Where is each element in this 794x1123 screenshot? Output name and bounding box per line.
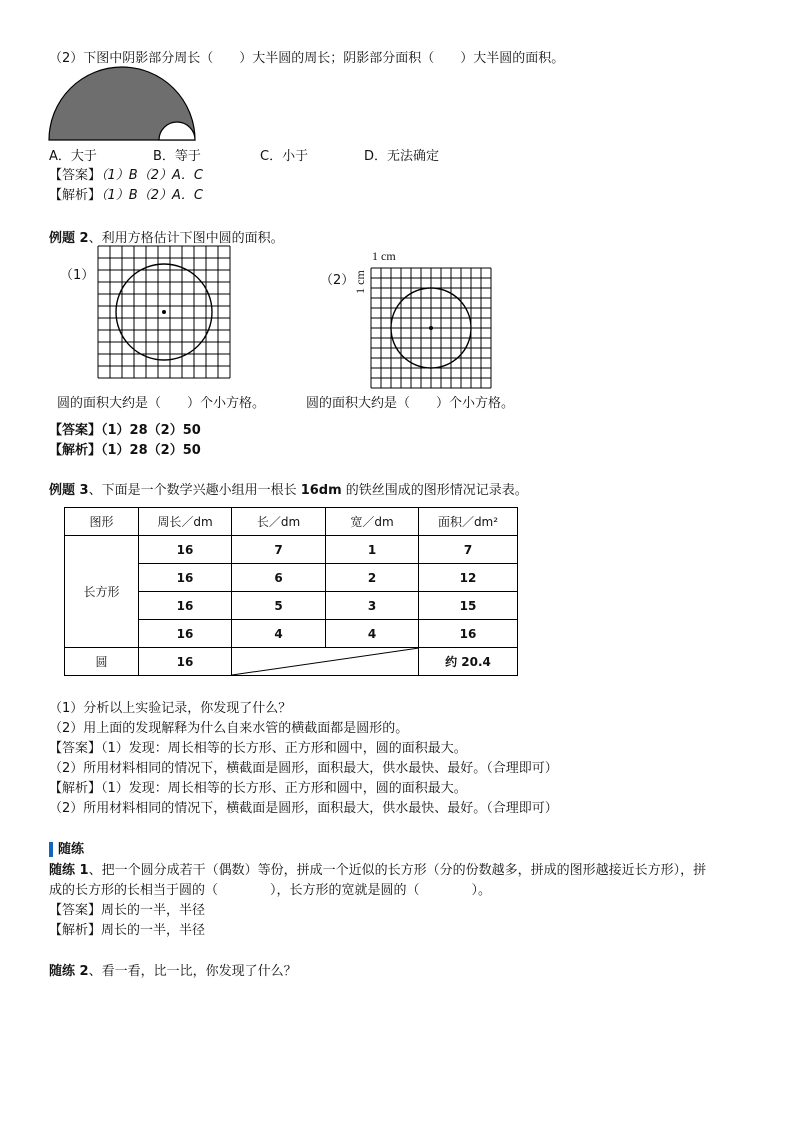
practice-heading: 随练 bbox=[58, 842, 85, 857]
practice2-line bbox=[49, 962, 297, 982]
circle-center-dot bbox=[429, 326, 433, 330]
grid-figure-1 bbox=[98, 246, 230, 378]
ex3-analysis-1 bbox=[49, 779, 467, 799]
circle-label-cell: 圆 bbox=[65, 648, 139, 676]
table-cell: 16 bbox=[419, 620, 518, 648]
practice1-line2: 成的长方形的长相当于圆的（ ），长方形的宽就是圆的（ ）。 bbox=[49, 883, 492, 898]
analysis-text: 周长的一半，半径 bbox=[101, 923, 206, 938]
q2-answer bbox=[49, 166, 203, 186]
analysis-text: （1）发现：周长相等的长方形、正方形和圆中，圆的面积最大。 bbox=[101, 781, 467, 796]
table-cell: 16 bbox=[139, 536, 232, 564]
table-cell: 1 bbox=[326, 536, 419, 564]
option-d: D．无法确定 bbox=[364, 149, 440, 164]
ex3-answer-1 bbox=[49, 739, 467, 759]
option-c: C．小于 bbox=[260, 149, 309, 164]
ex3-title-bold: 例题 3 bbox=[49, 483, 89, 498]
ex2-title-rest: 、利用方格估计下图中圆的面积。 bbox=[88, 231, 284, 246]
analysis-label: 【解析】 bbox=[49, 781, 102, 796]
section-marker bbox=[49, 842, 53, 857]
option-a: A．大于 bbox=[49, 149, 97, 164]
semicircle-figure bbox=[48, 64, 198, 144]
ex3-title-rest-b: 的铁丝围成的图形情况记录表。 bbox=[341, 483, 528, 498]
table-header: 面积／dm² bbox=[419, 508, 518, 536]
analysis-label: 【解析】 bbox=[49, 923, 102, 938]
practice1-answer bbox=[49, 901, 205, 921]
practice1-bold: 随练 1 bbox=[49, 863, 89, 878]
practice1-analysis bbox=[49, 921, 205, 941]
ex2-title-bold: 例题 2 bbox=[49, 231, 89, 246]
unit-label-horizontal: 1 cm bbox=[372, 249, 396, 263]
table-cell: 15 bbox=[419, 592, 518, 620]
circle-center-dot bbox=[162, 310, 166, 314]
table-header: 宽／dm bbox=[326, 508, 419, 536]
table-cell: 约 20.4 bbox=[419, 648, 518, 676]
practice1-line1 bbox=[49, 861, 706, 881]
table-header: 长／dm bbox=[232, 508, 326, 536]
unit-label-vertical: 1 cm bbox=[352, 270, 367, 294]
ex3-analysis-2: （2）所用材料相同的情况下，横截面是圆形，面积最大，供水最快、最好。（合理即可） bbox=[49, 801, 558, 816]
table-cell: 7 bbox=[419, 536, 518, 564]
answer-text: （1）28（2）50 bbox=[101, 423, 201, 438]
table-cell: 4 bbox=[326, 620, 419, 648]
answer-label: 【答案】 bbox=[49, 168, 102, 183]
table-cell: 2 bbox=[326, 564, 419, 592]
answer-text: （1）B（2）A．C bbox=[101, 168, 203, 183]
ex3-answer-2: （2）所用材料相同的情况下，横截面是圆形，面积最大，供水最快、最好。（合理即可） bbox=[49, 761, 558, 776]
grid1-label: （1） bbox=[60, 268, 95, 283]
table-cell: 16 bbox=[139, 620, 232, 648]
answer-text: （1）发现：周长相等的长方形、正方形和圆中，圆的面积最大。 bbox=[101, 741, 467, 756]
table-cell: 5 bbox=[232, 592, 326, 620]
grid1-caption: 圆的面积大约是（ ）个小方格。 bbox=[57, 396, 266, 411]
diagonal-line bbox=[232, 648, 419, 675]
grid2-caption: 圆的面积大约是（ ）个小方格。 bbox=[306, 396, 515, 411]
option-b: B．等于 bbox=[153, 149, 201, 164]
table-header: 周长／dm bbox=[139, 508, 232, 536]
analysis-text: （1）B（2）A．C bbox=[101, 188, 203, 203]
table-cell: 7 bbox=[232, 536, 326, 564]
practice2-text: 、看一看，比一比，你发现了什么？ bbox=[88, 964, 297, 979]
ex3-title-rest-a: 、下面是一个数学兴趣小组用一根长 bbox=[88, 483, 301, 498]
practice2-bold: 随练 2 bbox=[49, 964, 89, 979]
table-cell: 12 bbox=[419, 564, 518, 592]
table-cell: 3 bbox=[326, 592, 419, 620]
answer-text: 周长的一半，半径 bbox=[101, 903, 206, 918]
table-header-row bbox=[65, 508, 518, 536]
table-cell: 16 bbox=[139, 592, 232, 620]
answer-label: 【答案】 bbox=[49, 903, 102, 918]
ex3-title bbox=[49, 481, 528, 501]
table-row bbox=[65, 536, 518, 564]
ex3-title-bold2: 16dm bbox=[300, 483, 342, 498]
analysis-label: 【解析】 bbox=[49, 188, 102, 203]
answer-label: 【答案】 bbox=[49, 741, 102, 756]
table-header: 图形 bbox=[65, 508, 139, 536]
ex3-q1: （1）分析以上实验记录，你发现了什么？ bbox=[49, 701, 292, 716]
grid-figure-2 bbox=[371, 268, 493, 390]
table-cell: 16 bbox=[139, 564, 232, 592]
record-table bbox=[64, 507, 518, 676]
grid2-label: （2） bbox=[320, 273, 355, 288]
table-cell: 6 bbox=[232, 564, 326, 592]
q2-analysis bbox=[49, 186, 203, 206]
analysis-label: 【解析】 bbox=[49, 443, 102, 458]
table-cell: 4 bbox=[232, 620, 326, 648]
rect-label-cell: 长方形 bbox=[65, 536, 139, 648]
table-cell: 16 bbox=[139, 648, 232, 676]
ex3-q2: （2）用上面的发现解释为什么自来水管的横截面都是圆形的。 bbox=[49, 721, 409, 736]
diagonal-empty-cell bbox=[232, 648, 419, 676]
practice1-text-a: 、把一个圆分成若干（偶数）等份，拼成一个近似的长方形（分的份数越多，拼成的图形越接近长方形），拼 bbox=[88, 863, 707, 878]
ex2-analysis bbox=[49, 441, 201, 461]
q2-text: （2）下图中阴影部分周长（ ）大半圆的周长；阴影部分面积（ ）大半圆的面积。 bbox=[49, 51, 565, 66]
answer-label: 【答案】 bbox=[49, 423, 102, 438]
table-row-circle bbox=[65, 648, 518, 676]
ex2-answer bbox=[49, 421, 201, 441]
analysis-text: （1）28（2）50 bbox=[101, 443, 201, 458]
